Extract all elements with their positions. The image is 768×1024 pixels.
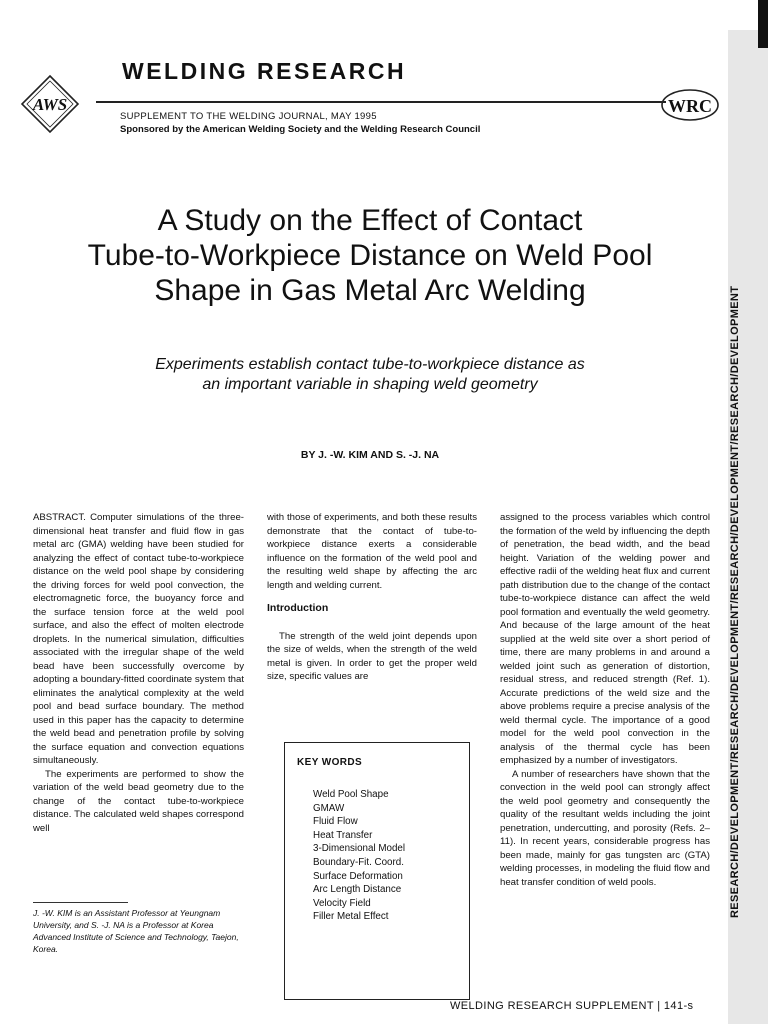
title-line: Tube-to-Workpiece Distance on Weld Pool <box>87 239 653 272</box>
keyword-item: Filler Metal Effect <box>313 911 389 923</box>
keyword-item: Heat Transfer <box>313 829 373 841</box>
wrc-logo <box>655 88 721 122</box>
article-title <box>40 203 700 308</box>
keyword-item: Weld Pool Shape <box>313 789 389 800</box>
keywords-title: KEY WORDS <box>297 757 363 768</box>
keyword-item: Velocity Field <box>313 897 371 909</box>
column-2 <box>267 511 477 684</box>
keyword-item: Arc Length Distance <box>313 884 402 896</box>
section-heading: Introduction <box>267 602 329 614</box>
keywords-list <box>313 788 405 924</box>
aws-logo-text: AWS <box>32 95 68 114</box>
byline: BY J. -W. KIM AND S. -J. NA <box>300 449 440 461</box>
sponsored-line: Sponsored by the American Welding Society and the Welding Research Council <box>120 124 481 135</box>
keyword-item: Fluid Flow <box>313 816 358 828</box>
keyword-item: Boundary-Fit. Coord. <box>313 856 404 868</box>
subtitle-line: Experiments establish contact tube-to-workpiece distance as <box>155 356 585 373</box>
aws-logo <box>20 74 116 134</box>
subtitle-line: an important variable in shaping weld geometry <box>202 376 538 393</box>
abstract-paragraph: The experiments are performed to show the variation of the weld bead geometry due to the change of the contact tube-to-workpiece distance. The calculated weld shapes correspond well <box>33 768 244 834</box>
keyword-item: Surface Deformation <box>313 870 403 882</box>
body-paragraph: assigned to the process variables which control the formation of the weld by influencing the depth of penetration, the bead width, and the bead height. Variation of the welding power and effective radii of the welding heat flux and current path distribution due to the change of the contact tube-to-workpiece distance can affect the weld pool formation and eventually the weld geometry. And because of the large amount of the heat supplied at the weld site over a short period of time, there are many problems in and around a welded joint such as generation of distortion, residual stress, and reduced strength (Ref. 1). Accurate predictions of the weld size and the above problems require a precise analysis of the weld thermal cycle. The importance of a good model for the weld pool convection in the analysis of the thermal cycle has been emphasized by a number of investigators. <box>500 512 710 766</box>
title-line: A Study on the Effect of Contact <box>157 204 583 237</box>
keyword-item: 3-Dimensional Model <box>313 843 406 855</box>
title-line: Shape in Gas Metal Arc Welding <box>154 274 586 307</box>
article-subtitle <box>70 355 670 395</box>
column-1 <box>33 511 244 835</box>
keywords-box <box>284 742 470 1000</box>
wrc-logo-text: WRC <box>668 96 712 116</box>
corner-bar <box>758 0 768 48</box>
abstract-paragraph: ABSTRACT. Computer simulations of the three-dimensional heat transfer and fluid flow in gas metal arc (GMA) welding have been studied for analyzing the effect of contact tube-to-workpiece distance on the weld pool shape by considering the driving forces for weld pool convection, the electromagnetic force, the buoyancy force and the surface tension force at the weld pool surface, and also the effect of molten electrode droplets. In the numerical simulation, difficulties associated with the irregular shape of the weld bead have been successfully overcome by adopting a boundary-fitted coordinate system that eliminates the analytical complexity at the weld pool and bead surface boundary. The method used in this paper has the capacity to determine the weld bead and penetration profile by solving the surface equation and convection equations simultaneously. <box>33 512 244 766</box>
column-3 <box>500 511 710 889</box>
author-footnote: J. -W. KIM is an Assistant Professor at Yeungnam University, and S. -J. NA is a Professor at Korea Advanced Institute of Science and Technology, Taejon, Korea. <box>33 908 239 954</box>
body-paragraph: The strength of the weld joint depends upon the size of welds, when the strength of the weld metal is given. In order to get the proper weld size, specific values are <box>267 630 477 682</box>
page-footer: WELDING RESEARCH SUPPLEMENT | 141-s <box>450 1000 694 1012</box>
header-rule <box>96 101 666 103</box>
keyword-item: GMAW <box>313 802 345 814</box>
body-paragraph: with those of experiments, and both these results demonstrate that the contact of tube-to-workpiece distance exerts a considerable influence on the formation of the weld pool and the resulting weld shape by affecting the arc length and welding current. <box>267 512 477 591</box>
footnote-rule <box>33 902 128 903</box>
side-margin-text: RESEARCH/DEVELOPMENT/RESEARCH/DEVELOPMENT/RESEARCH/DEVELOPMENT/RESEARCH/DEVELOPMENT <box>729 285 741 918</box>
supplement-line: SUPPLEMENT TO THE WELDING JOURNAL, MAY 1995 <box>120 111 377 122</box>
body-paragraph: A number of researchers have shown that the convection in the weld pool can strongly affect the weld pool geometry and consequently the quality of the resultant welds including the joint penetration, undercutting, and porosity (Refs. 2–11). In recent years, considerable progress has been made, mainly for gas tungsten arc (GTA) welding processes, in modeling the fluid flow and heat transfer condition of weld pools. <box>500 768 710 888</box>
masthead: WELDING RESEARCH <box>122 58 407 84</box>
